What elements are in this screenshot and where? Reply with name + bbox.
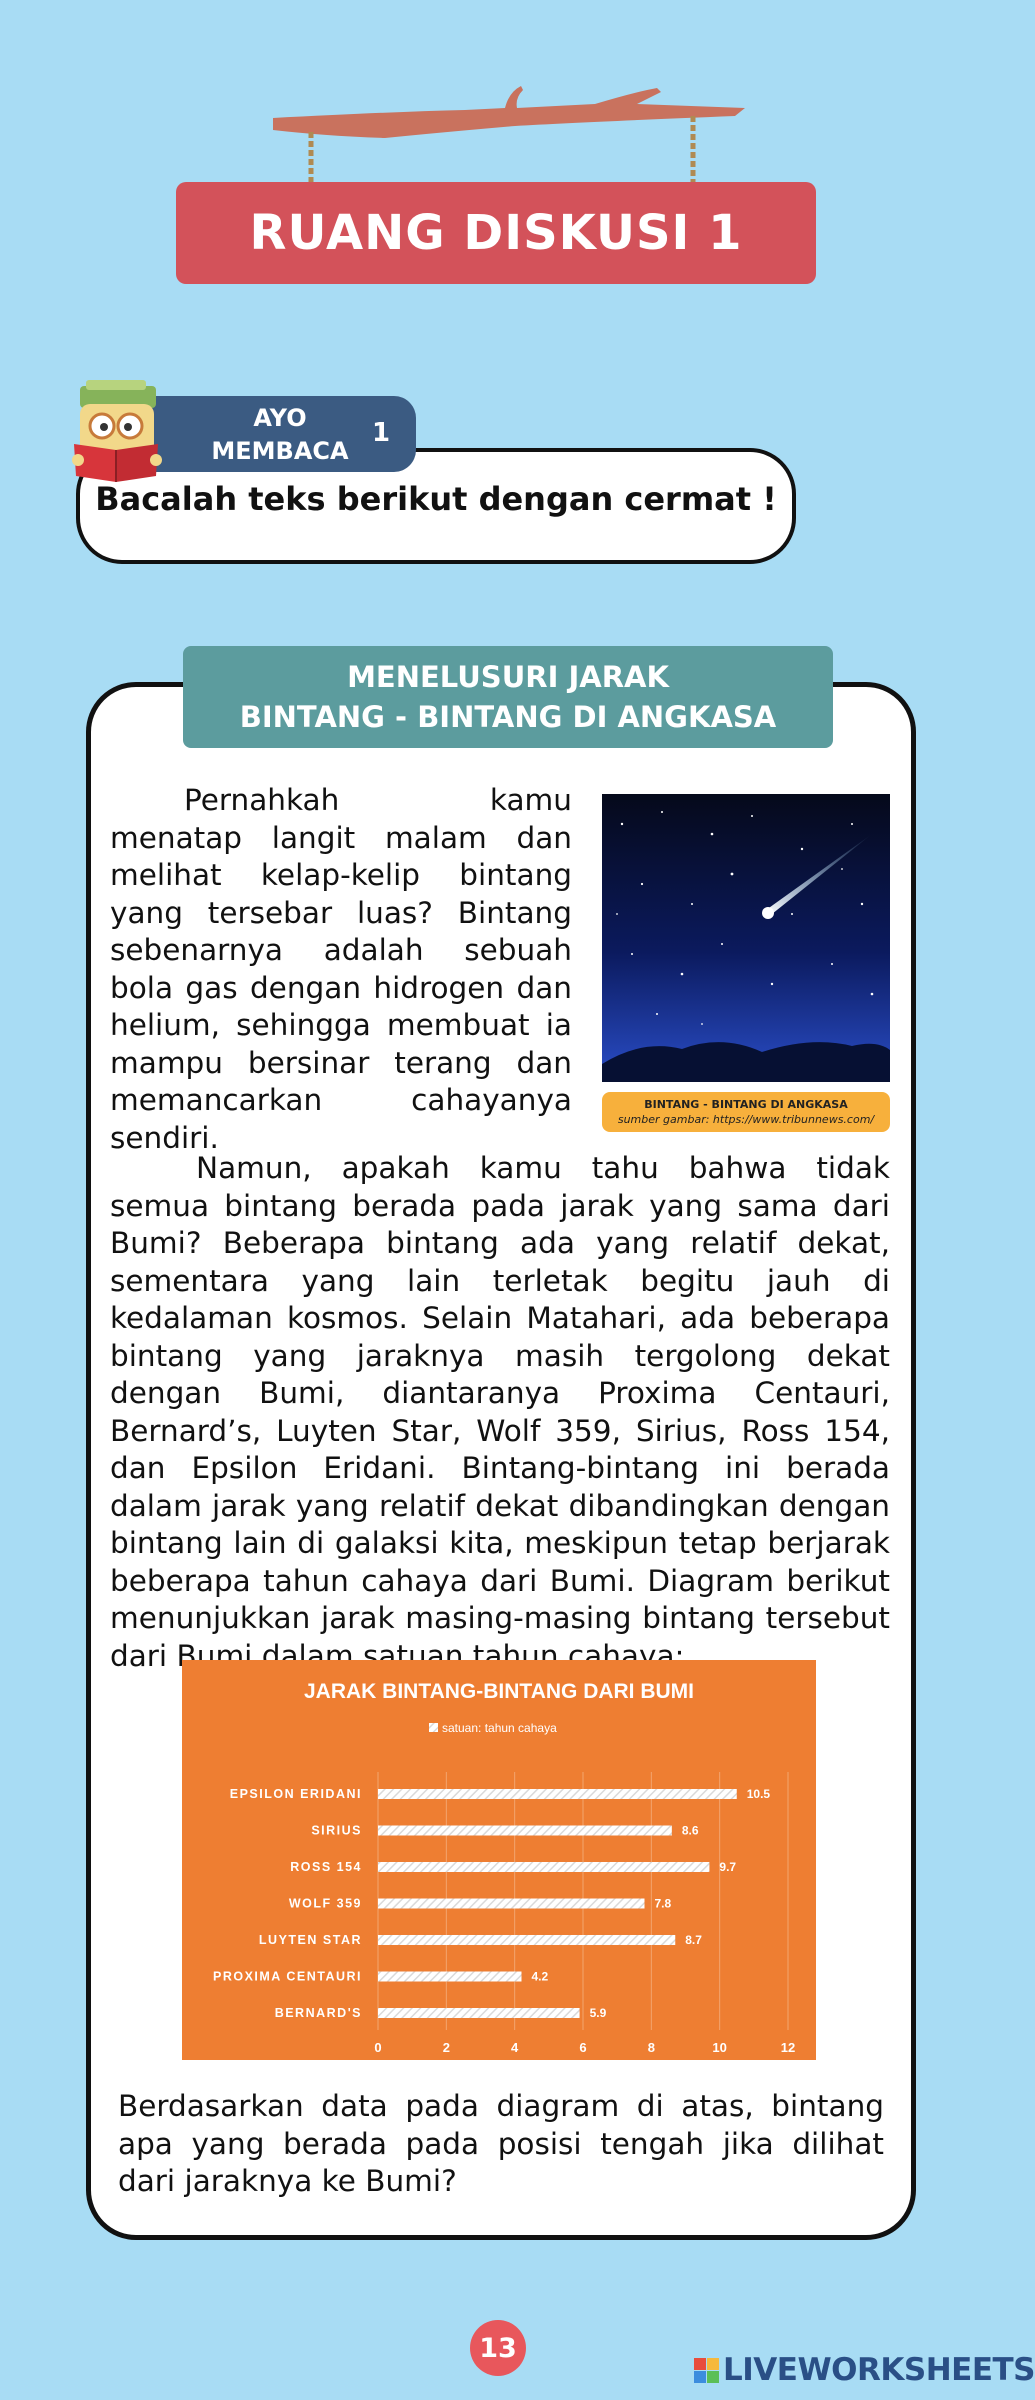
chart-bar <box>378 1899 645 1909</box>
chart-x-tick-label: 10 <box>712 2040 727 2055</box>
question-text: Berdasarkan data pada diagram di atas, bintang apa yang berada pada posisi tengah jika dilihat dari jaraknya ke Bumi? <box>118 2089 884 2198</box>
chart-value-label: 10.5 <box>746 1787 771 1801</box>
chart-x-tick-label: 4 <box>511 2040 519 2055</box>
chart-bar <box>378 1862 709 1872</box>
page-title: RUANG DISKUSI 1 <box>176 182 816 284</box>
caption-source: sumber gambar: https://www.tribunnews.com/ <box>617 1113 875 1126</box>
starry-sky-photo <box>602 794 890 1082</box>
liveworksheets-logo-icon <box>694 2358 719 2383</box>
chart-value-label: 8.6 <box>681 1823 699 1838</box>
chart-x-tick-label: 12 <box>780 2040 796 2055</box>
chart-category-label: ROSS 154 <box>290 1860 362 1874</box>
book-character-icon <box>72 378 172 490</box>
chart-title: JARAK BINTANG-BINTANG DARI BUMI <box>303 1680 695 1703</box>
brand-text: LIVEWORKSHEETS <box>723 2352 1035 2388</box>
article-title-line-2: BINTANG - BINTANG DI ANGKASA <box>239 700 777 734</box>
chart-category-label: SIRIUS <box>311 1823 362 1838</box>
chart-x-tick-label: 8 <box>647 2040 655 2055</box>
ayo-membaca-tab <box>150 396 416 472</box>
chart-bar <box>378 1826 672 1836</box>
chart-category-label: BERNARD'S <box>274 2006 362 2020</box>
chart-x-tick-label: 6 <box>579 2040 587 2055</box>
caption-title: BINTANG - BINTANG DI ANGKASA <box>644 1098 848 1111</box>
page-number: 13 <box>470 2320 526 2376</box>
article-title-line-1: MENELUSURI JARAK <box>347 660 669 694</box>
image-caption <box>602 1092 890 1132</box>
chart-legend-label: satuan: tahun cahaya <box>442 1721 557 1735</box>
chart-value-label: 7.8 <box>654 1896 672 1911</box>
chart-value-label: 8.7 <box>685 1933 702 1947</box>
chart-x-tick-label: 2 <box>442 2040 450 2055</box>
instruction-text: Bacalah teks berikut dengan cermat ! <box>95 480 777 518</box>
chart-value-label: 9.7 <box>719 1860 737 1874</box>
chart-category-label: WOLF 359 <box>288 1896 362 1911</box>
ayo-membaca-label: AYO MEMBACA <box>211 404 349 465</box>
paragraph-1: Pernahkah kamu menatap langit malam dan melihat kelap-kelip bintang yang tersebar luas? Bintang sebenarnya adalah sebuah bola gas dengan hidrogen dan helium, sehingga membuat ia mampu bersinar terang dan memancarkan cahayanya sendiri. <box>110 783 572 1155</box>
chart-value-label: 4.2 <box>531 1969 549 1984</box>
chart-x-tick-label: 0 <box>374 2040 382 2055</box>
chart-bar <box>378 1972 522 1982</box>
chart-bar <box>378 2008 580 2018</box>
chart-bar <box>378 1935 675 1945</box>
chart-category-label: EPSILON ERIDANI <box>229 1787 362 1801</box>
article-title <box>183 646 833 748</box>
liveworksheets-brand[interactable] <box>694 2352 1035 2388</box>
chart-category-label: LUYTEN STAR <box>258 1933 362 1947</box>
chart-legend <box>429 1721 557 1735</box>
ayo-membaca-number: 1 <box>372 418 391 448</box>
chart-category-label: PROXIMA CENTAURI <box>213 1969 362 1984</box>
chart-bar <box>378 1789 737 1799</box>
paragraph-2: Namun, apakah kamu tahu bahwa tidak semua bintang berada pada jarak yang sama dari Bumi? Beberapa bintang ada yang relatif dekat, sementara yang lain terletak begitu jauh di kedalaman kosmos. Selain Matahari, ada beberapa bintang yang jaraknya masih tergolong dekat dengan Bumi, diantaranya Proxima Centauri, Bernard’s, Luyten Star, Wolf 359, Sirius, Ross 154, dan Epsilon Eridani. Bintang-bintang ini berada dalam jarak yang relatif dekat dibandingkan dengan bintang lain di galaksi kita, meskipun tetap berjarak beberapa tahun cahaya dari Bumi. Diagram berikut menunjukkan jarak masing-masing bintang tersebut dari Bumi dalam satuan tahun cahaya: <box>110 1151 890 1673</box>
star-distance-chart <box>182 1660 816 2060</box>
chart-value-label: 5.9 <box>589 2006 607 2020</box>
